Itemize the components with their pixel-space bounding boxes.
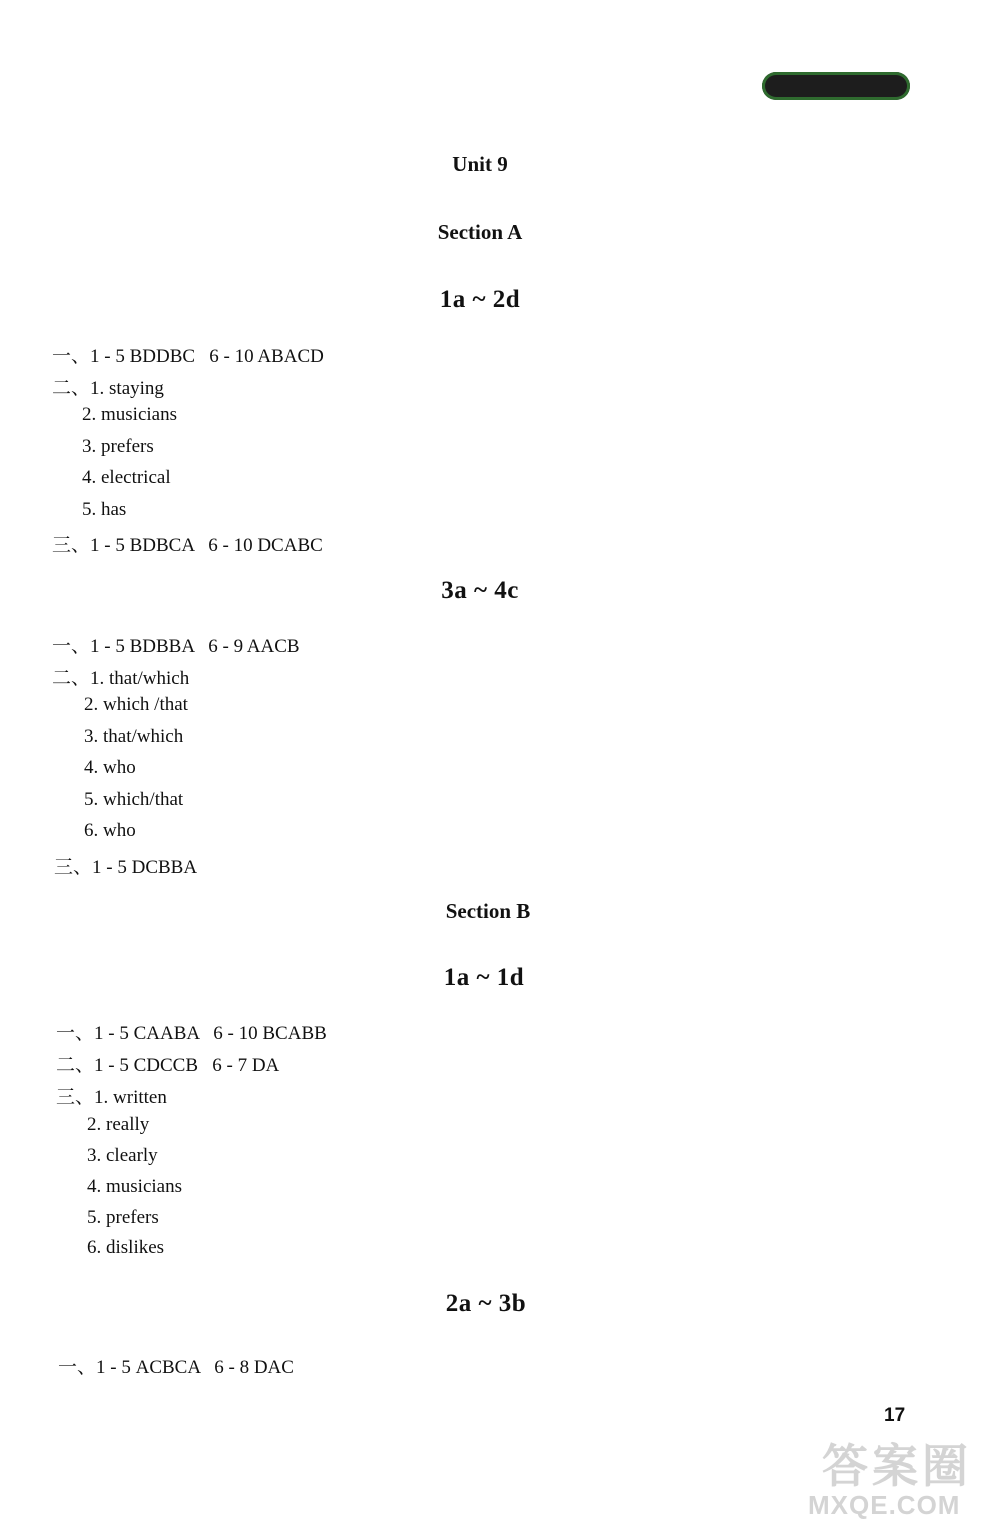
watermark-url: MXQE.COM: [808, 1490, 961, 1520]
line-text: 1. staying: [90, 378, 164, 399]
answer-item: 5. which/that: [84, 789, 184, 810]
section-title-b: Section B: [445, 899, 531, 923]
answer-item: 6. who: [84, 820, 136, 841]
watermark-text: 答案圈: [822, 1440, 972, 1492]
watermark-logo: [800, 1428, 995, 1520]
line-text: 1 - 5 BDBBA 6 - 9 AACB: [90, 636, 300, 657]
line-prefix: 二、: [56, 1055, 95, 1076]
line-text: 1 - 5 BDBCA 6 - 10 DCABC: [90, 535, 323, 556]
answer-item: 5. has: [82, 499, 127, 520]
line-text: 1. written: [94, 1087, 167, 1108]
line-prefix: 一、: [58, 1357, 97, 1378]
answer-line: [58, 1352, 294, 1379]
part-range-1a-1d: 1a ~ 1d: [443, 964, 525, 991]
line-text: 1 - 5 BDDBC 6 - 10 ABACD: [90, 346, 324, 367]
section-title-a: Section A: [437, 220, 523, 244]
answer-line: [56, 1082, 167, 1109]
line-prefix: 一、: [56, 1023, 95, 1044]
answer-line: [56, 1050, 279, 1077]
answer-item: 4. who: [84, 757, 136, 778]
answer-item: 4. electrical: [82, 467, 171, 488]
part-range-2a-3b: 2a ~ 3b: [445, 1290, 527, 1317]
line-prefix: 三、: [56, 1087, 95, 1108]
answer-item: 3. clearly: [87, 1145, 158, 1166]
answer-item: 2. which /that: [84, 694, 188, 715]
line-prefix: 一、: [52, 346, 91, 367]
answer-item: 6. dislikes: [87, 1237, 165, 1258]
line-text: 1 - 5 CDCCB 6 - 7 DA: [94, 1055, 280, 1076]
line-text: 1 - 5 ACBCA 6 - 8 DAC: [96, 1357, 294, 1378]
answer-line: [52, 663, 189, 690]
answer-line: [56, 1018, 327, 1045]
line-prefix: 三、: [54, 857, 93, 878]
answer-item: 3. prefers: [82, 436, 154, 457]
line-text: 1. that/which: [90, 668, 190, 689]
answer-line: [52, 631, 300, 658]
unit-title: Unit 9: [452, 152, 508, 176]
answer-item: 2. really: [87, 1114, 150, 1135]
line-text: 1 - 5 DCBBA: [92, 857, 198, 878]
answer-item: 3. that/which: [84, 726, 184, 747]
line-prefix: 二、: [52, 378, 91, 399]
line-prefix: 一、: [52, 636, 91, 657]
answer-item: 2. musicians: [82, 404, 177, 425]
line-prefix: 二、: [52, 668, 91, 689]
line-prefix: 三、: [52, 535, 91, 556]
answer-item: 4. musicians: [87, 1176, 182, 1197]
answer-line: [52, 530, 323, 557]
answer-line: [52, 373, 164, 400]
part-range-1a-2d: 1a ~ 2d: [439, 286, 521, 313]
part-range-3a-4c: 3a ~ 4c: [441, 577, 519, 604]
answer-line: [52, 341, 324, 368]
answer-item: 5. prefers: [87, 1207, 159, 1228]
line-text: 1 - 5 CAABA 6 - 10 BCABB: [94, 1023, 327, 1044]
answer-line: [54, 852, 197, 879]
page-number: 17: [884, 1405, 906, 1426]
